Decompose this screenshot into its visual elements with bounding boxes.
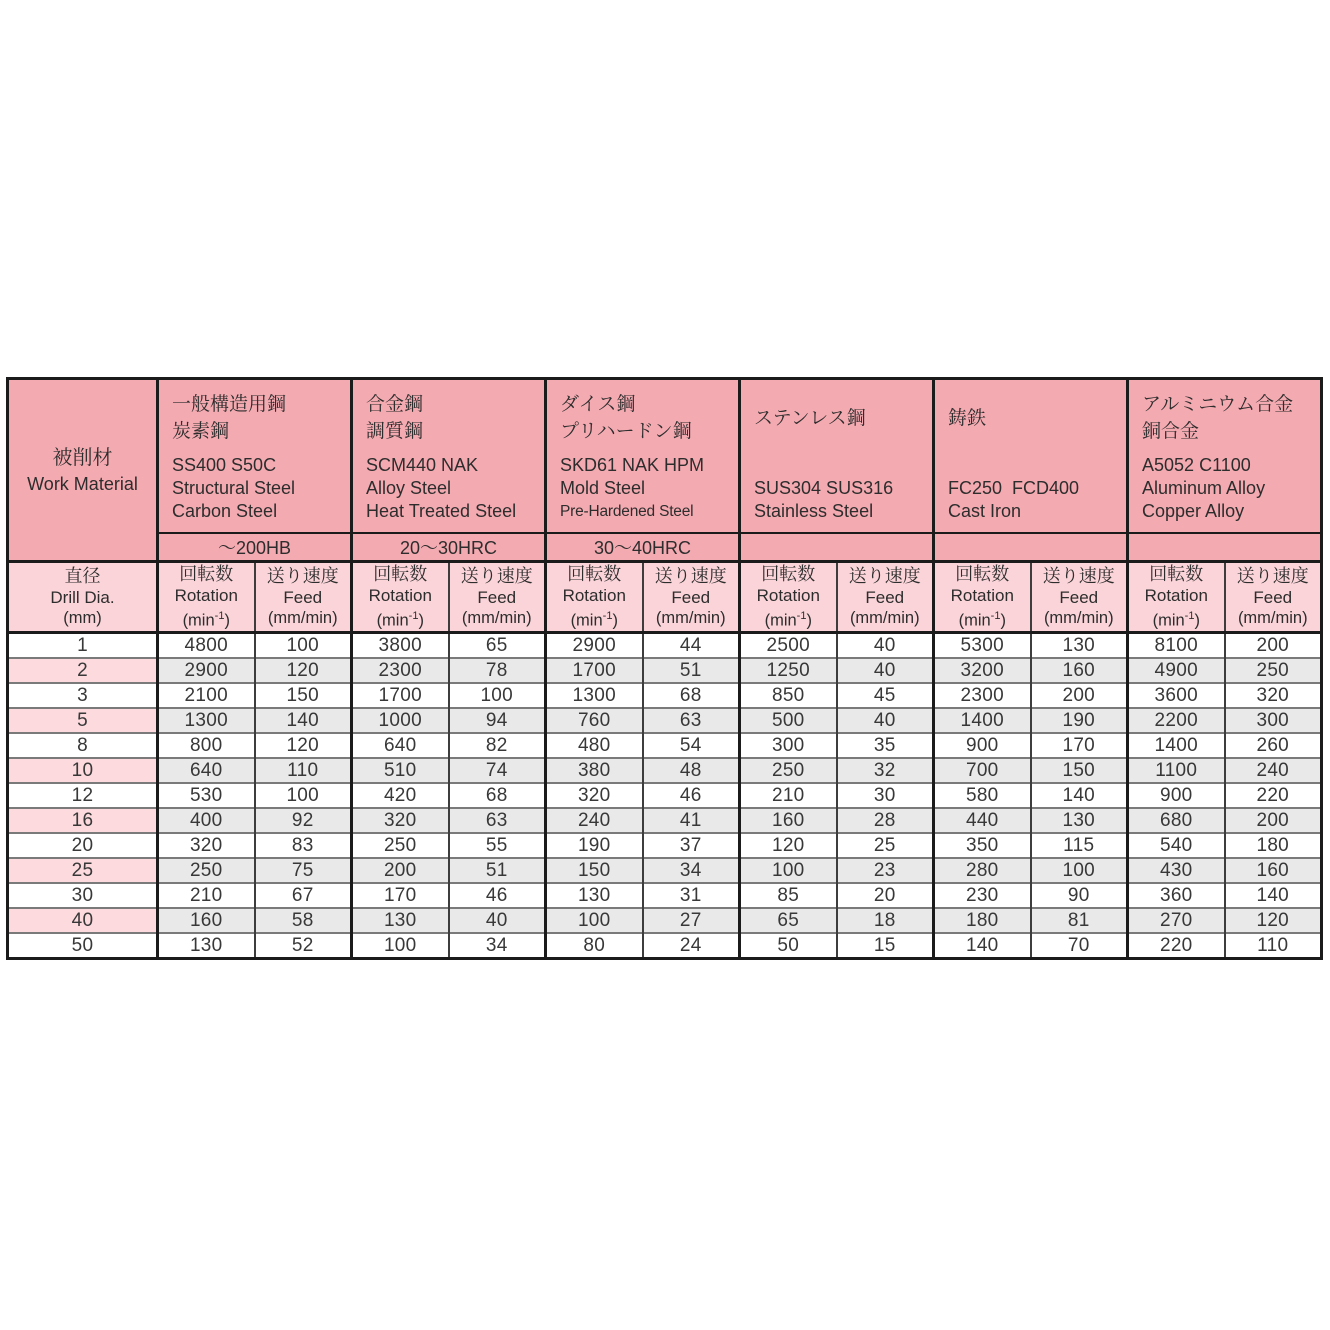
hardness-cell: 30～40HRC <box>546 533 740 562</box>
rotation-value-cell: 580 <box>934 783 1031 808</box>
rotation-value-cell: 320 <box>158 833 255 858</box>
rotation-value-cell: 100 <box>740 858 837 883</box>
table-header <box>8 379 1322 633</box>
hardness-row <box>8 533 1322 562</box>
rotation-unit-sup: -1 <box>408 610 419 622</box>
table-body <box>8 632 1322 958</box>
rotation-header-cell <box>352 562 449 633</box>
feed-value-cell: 100 <box>255 783 352 808</box>
hardness-cell: 20～30HRC <box>352 533 546 562</box>
feed-value-cell: 46 <box>449 883 546 908</box>
rotation-value-cell: 2900 <box>158 658 255 683</box>
rotation-header-cell <box>934 562 1031 633</box>
rotation-value-cell: 120 <box>740 833 837 858</box>
feed-value-cell: 40 <box>837 632 934 658</box>
rotation-label-en: Rotation <box>1144 586 1208 605</box>
rotation-unit-post: ) <box>224 611 230 630</box>
material-name-en: SS400 S50C <box>172 455 277 475</box>
feed-value-cell: 58 <box>255 908 352 933</box>
feed-value-cell: 51 <box>643 658 740 683</box>
feed-value-cell: 45 <box>837 683 934 708</box>
material-header-cell <box>934 379 1128 534</box>
drill-dia-cell: 50 <box>8 933 158 959</box>
data-row <box>8 808 1322 833</box>
feed-value-cell: 40 <box>837 708 934 733</box>
material-name-jp: 鋳鉄 <box>948 407 987 429</box>
rotation-unit-sup: -1 <box>1184 610 1195 622</box>
rotation-value-cell: 1400 <box>1128 733 1225 758</box>
rotation-value-cell: 1300 <box>158 708 255 733</box>
feed-value-cell: 54 <box>643 733 740 758</box>
work-material-label-en: Work Material <box>27 474 138 494</box>
data-row <box>8 883 1322 908</box>
hardness-cell <box>934 533 1128 562</box>
rotation-value-cell: 140 <box>934 933 1031 959</box>
feed-label-en: Feed <box>283 588 323 608</box>
material-header-row <box>8 379 1322 534</box>
feed-value-cell: 180 <box>1225 833 1322 858</box>
feed-value-cell: 23 <box>837 858 934 883</box>
feed-value-cell: 46 <box>643 783 740 808</box>
rotation-label-en: Rotation <box>756 586 820 605</box>
rotation-value-cell: 3600 <box>1128 683 1225 708</box>
rotation-header-cell <box>740 562 837 633</box>
feed-unit: (mm/min) <box>849 609 920 628</box>
material-name-en: Carbon Steel <box>172 501 278 521</box>
feed-value-cell: 67 <box>255 883 352 908</box>
rotation-value-cell: 360 <box>1128 883 1225 908</box>
feed-label-jp: 送り速度 <box>654 566 727 587</box>
material-name-jp: 炭素鋼 <box>172 421 230 442</box>
rotation-value-cell: 250 <box>740 758 837 783</box>
feed-unit: (mm/min) <box>267 609 338 628</box>
rotation-value-cell: 270 <box>1128 908 1225 933</box>
feed-value-cell: 40 <box>449 908 546 933</box>
rotation-label-en: Rotation <box>950 586 1014 605</box>
data-row <box>8 658 1322 683</box>
material-name-en: SCM440 NAK <box>366 455 479 475</box>
feed-value-cell: 240 <box>1225 758 1322 783</box>
data-row <box>8 858 1322 883</box>
rotation-header-cell <box>158 562 255 633</box>
drill-dia-header-cell <box>8 562 158 633</box>
rotation-value-cell: 350 <box>934 833 1031 858</box>
drill-dia-cell: 10 <box>8 758 158 783</box>
drill-dia-cell: 40 <box>8 908 158 933</box>
material-header-cell <box>740 379 934 534</box>
rotation-value-cell: 540 <box>1128 833 1225 858</box>
rotation-value-cell: 3800 <box>352 632 449 658</box>
feed-value-cell: 140 <box>255 708 352 733</box>
rotation-label-en: Rotation <box>174 586 238 605</box>
rotation-value-cell: 100 <box>352 933 449 959</box>
material-name-en: Mold Steel <box>560 478 646 498</box>
rotation-unit-sup: -1 <box>602 610 613 622</box>
feed-value-cell: 15 <box>837 933 934 959</box>
feed-value-cell: 130 <box>1031 808 1128 833</box>
feed-value-cell: 160 <box>1031 658 1128 683</box>
feed-value-cell: 81 <box>1031 908 1128 933</box>
feed-value-cell: 20 <box>837 883 934 908</box>
drill-dia-cell: 30 <box>8 883 158 908</box>
rotation-value-cell: 130 <box>158 933 255 959</box>
feed-value-cell: 41 <box>643 808 740 833</box>
rotation-value-cell: 700 <box>934 758 1031 783</box>
material-name-en: Pre-Hardened Steel <box>560 503 694 520</box>
data-row <box>8 833 1322 858</box>
feed-value-cell: 150 <box>1031 758 1128 783</box>
feed-value-cell: 190 <box>1031 708 1128 733</box>
rotation-value-cell: 640 <box>352 733 449 758</box>
rotation-value-cell: 1300 <box>546 683 643 708</box>
hardness-cell: ～200HB <box>158 533 352 562</box>
material-name-jp: プリハードン鋼 <box>560 421 692 442</box>
rotation-value-cell: 160 <box>740 808 837 833</box>
material-name-jp: 調質鋼 <box>366 421 424 442</box>
rotation-value-cell: 280 <box>934 858 1031 883</box>
rotation-value-cell: 130 <box>352 908 449 933</box>
feed-value-cell: 120 <box>255 658 352 683</box>
rotation-value-cell: 8100 <box>1128 632 1225 658</box>
feed-value-cell: 25 <box>837 833 934 858</box>
feed-value-cell: 82 <box>449 733 546 758</box>
material-name-en: Copper Alloy <box>1142 501 1245 521</box>
rotation-value-cell: 800 <box>158 733 255 758</box>
material-name-jp: 合金鋼 <box>366 394 424 415</box>
data-row <box>8 733 1322 758</box>
rotation-value-cell: 430 <box>1128 858 1225 883</box>
feed-label-en: Feed <box>865 588 905 608</box>
feed-value-cell: 110 <box>255 758 352 783</box>
feed-value-cell: 100 <box>255 632 352 658</box>
feed-label-en: Feed <box>1059 588 1099 608</box>
feed-header-cell <box>449 562 546 633</box>
rotation-value-cell: 4800 <box>158 632 255 658</box>
rotation-label-jp: 回転数 <box>1149 564 1204 584</box>
feed-value-cell: 35 <box>837 733 934 758</box>
material-header-cell <box>158 379 352 534</box>
feed-label-jp: 送り速度 <box>1236 566 1309 587</box>
rotation-value-cell: 210 <box>158 883 255 908</box>
rotation-value-cell: 2900 <box>546 632 643 658</box>
rotation-value-cell: 250 <box>158 858 255 883</box>
rotation-unit-pre: (min <box>570 611 603 630</box>
material-name-en: SUS304 SUS316 <box>754 478 894 498</box>
feed-value-cell: 140 <box>1225 883 1322 908</box>
rotation-value-cell: 1100 <box>1128 758 1225 783</box>
drill-dia-label-jp: 直径 <box>64 566 101 587</box>
feed-value-cell: 120 <box>1225 908 1322 933</box>
feed-value-cell: 24 <box>643 933 740 959</box>
feed-value-cell: 140 <box>1031 783 1128 808</box>
work-material-corner-cell <box>8 379 158 562</box>
material-name-en: Stainless Steel <box>754 501 874 521</box>
material-name-en: SKD61 NAK HPM <box>560 455 705 475</box>
rotation-label-jp: 回転数 <box>373 564 428 584</box>
feed-value-cell: 34 <box>643 858 740 883</box>
rotation-value-cell: 530 <box>158 783 255 808</box>
rotation-unit-post: ) <box>612 611 618 630</box>
feed-value-cell: 34 <box>449 933 546 959</box>
material-name-en: Aluminum Alloy <box>1142 478 1266 498</box>
rotation-value-cell: 300 <box>740 733 837 758</box>
rotation-value-cell: 2500 <box>740 632 837 658</box>
rotation-value-cell: 1250 <box>740 658 837 683</box>
feed-value-cell: 250 <box>1225 658 1322 683</box>
rotation-unit <box>353 606 448 631</box>
rotation-value-cell: 2300 <box>352 658 449 683</box>
drill-dia-cell: 5 <box>8 708 158 733</box>
feed-value-cell: 115 <box>1031 833 1128 858</box>
rotation-value-cell: 510 <box>352 758 449 783</box>
hardness-cell <box>740 533 934 562</box>
feed-value-cell: 18 <box>837 908 934 933</box>
rotation-label-en: Rotation <box>562 586 626 605</box>
material-name-jp: 一般構造用鋼 <box>172 394 287 415</box>
cutting-conditions-table <box>6 377 1323 960</box>
rotation-value-cell: 900 <box>934 733 1031 758</box>
feed-value-cell: 100 <box>1031 858 1128 883</box>
feed-value-cell: 51 <box>449 858 546 883</box>
drill-dia-cell: 1 <box>8 632 158 658</box>
rotation-value-cell: 320 <box>352 808 449 833</box>
feed-value-cell: 220 <box>1225 783 1322 808</box>
feed-value-cell: 32 <box>837 758 934 783</box>
feed-value-cell: 74 <box>449 758 546 783</box>
feed-value-cell: 27 <box>643 908 740 933</box>
rotation-value-cell: 500 <box>740 708 837 733</box>
rotation-value-cell: 65 <box>740 908 837 933</box>
rotation-unit-post: ) <box>418 611 424 630</box>
rotation-value-cell: 2300 <box>934 683 1031 708</box>
rotation-value-cell: 320 <box>546 783 643 808</box>
column-header-row <box>8 562 1322 633</box>
feed-label-en: Feed <box>671 588 711 608</box>
feed-value-cell: 70 <box>1031 933 1128 959</box>
feed-unit: (mm/min) <box>1043 609 1114 628</box>
rotation-unit-post: ) <box>1194 611 1200 630</box>
rotation-value-cell: 160 <box>158 908 255 933</box>
rotation-unit-post: ) <box>1000 611 1006 630</box>
feed-value-cell: 83 <box>255 833 352 858</box>
feed-label-en: Feed <box>477 588 517 608</box>
feed-value-cell: 160 <box>1225 858 1322 883</box>
rotation-unit <box>159 606 254 631</box>
feed-unit: (mm/min) <box>461 609 532 628</box>
rotation-unit-pre: (min <box>958 611 991 630</box>
feed-unit: (mm/min) <box>655 609 726 628</box>
feed-value-cell: 63 <box>643 708 740 733</box>
material-name-en: Cast Iron <box>948 501 1022 521</box>
hardness-cell <box>1128 533 1322 562</box>
rotation-unit <box>1129 606 1224 631</box>
rotation-value-cell: 190 <box>546 833 643 858</box>
rotation-unit-sup: -1 <box>796 610 807 622</box>
rotation-unit <box>741 606 836 631</box>
rotation-label-jp: 回転数 <box>567 564 622 584</box>
material-name-en: Alloy Steel <box>366 478 452 498</box>
rotation-unit-pre: (min <box>182 611 215 630</box>
feed-header-cell <box>1031 562 1128 633</box>
material-name-jp: アルミニウム合金 <box>1142 394 1294 415</box>
feed-value-cell: 68 <box>449 783 546 808</box>
drill-dia-cell: 3 <box>8 683 158 708</box>
drill-dia-cell: 2 <box>8 658 158 683</box>
data-row <box>8 758 1322 783</box>
rotation-value-cell: 420 <box>352 783 449 808</box>
rotation-value-cell: 400 <box>158 808 255 833</box>
feed-value-cell: 300 <box>1225 708 1322 733</box>
rotation-unit-sup: -1 <box>214 610 225 622</box>
drill-dia-cell: 8 <box>8 733 158 758</box>
rotation-value-cell: 5300 <box>934 632 1031 658</box>
data-row <box>8 708 1322 733</box>
feed-value-cell: 320 <box>1225 683 1322 708</box>
feed-label-jp: 送り速度 <box>848 566 921 587</box>
drill-dia-cell: 20 <box>8 833 158 858</box>
feed-value-cell: 130 <box>1031 632 1128 658</box>
material-name-en: FC250 FCD400 <box>948 478 1080 498</box>
material-name-en: A5052 C1100 <box>1142 455 1251 475</box>
rotation-unit-pre: (min <box>376 611 409 630</box>
material-name-jp: 銅合金 <box>1142 421 1200 442</box>
feed-label-jp: 送り速度 <box>460 566 533 587</box>
feed-label-jp: 送り速度 <box>1042 566 1115 587</box>
feed-value-cell: 94 <box>449 708 546 733</box>
rotation-value-cell: 150 <box>546 858 643 883</box>
rotation-value-cell: 85 <box>740 883 837 908</box>
material-name-en: Heat Treated Steel <box>366 501 517 521</box>
drill-dia-cell: 16 <box>8 808 158 833</box>
rotation-value-cell: 1000 <box>352 708 449 733</box>
rotation-value-cell: 640 <box>158 758 255 783</box>
rotation-unit <box>547 606 642 631</box>
feed-value-cell: 200 <box>1031 683 1128 708</box>
rotation-value-cell: 180 <box>934 908 1031 933</box>
data-row <box>8 632 1322 658</box>
rotation-value-cell: 100 <box>546 908 643 933</box>
rotation-label-jp: 回転数 <box>761 564 816 584</box>
rotation-value-cell: 50 <box>740 933 837 959</box>
rotation-value-cell: 900 <box>1128 783 1225 808</box>
feed-value-cell: 63 <box>449 808 546 833</box>
feed-value-cell: 200 <box>1225 632 1322 658</box>
rotation-value-cell: 2100 <box>158 683 255 708</box>
feed-unit: (mm/min) <box>1237 609 1308 628</box>
feed-value-cell: 260 <box>1225 733 1322 758</box>
rotation-value-cell: 760 <box>546 708 643 733</box>
rotation-value-cell: 3200 <box>934 658 1031 683</box>
data-row <box>8 908 1322 933</box>
feed-value-cell: 92 <box>255 808 352 833</box>
material-name-jp: ダイス鋼 <box>560 394 636 415</box>
rotation-value-cell: 440 <box>934 808 1031 833</box>
feed-value-cell: 52 <box>255 933 352 959</box>
rotation-value-cell: 200 <box>352 858 449 883</box>
material-name-jp: ステンレス鋼 <box>754 407 866 429</box>
data-row <box>8 683 1322 708</box>
rotation-value-cell: 680 <box>1128 808 1225 833</box>
rotation-value-cell: 2200 <box>1128 708 1225 733</box>
feed-value-cell: 40 <box>837 658 934 683</box>
feed-value-cell: 55 <box>449 833 546 858</box>
work-material-label-jp: 被削材 <box>52 447 113 469</box>
feed-header-cell <box>837 562 934 633</box>
drill-dia-cell: 25 <box>8 858 158 883</box>
feed-value-cell: 150 <box>255 683 352 708</box>
feed-value-cell: 90 <box>1031 883 1128 908</box>
feed-value-cell: 44 <box>643 632 740 658</box>
rotation-value-cell: 1700 <box>546 658 643 683</box>
rotation-label-jp: 回転数 <box>955 564 1010 584</box>
feed-value-cell: 170 <box>1031 733 1128 758</box>
rotation-value-cell: 170 <box>352 883 449 908</box>
drill-dia-unit: (mm) <box>63 609 102 628</box>
feed-header-cell <box>643 562 740 633</box>
rotation-value-cell: 4900 <box>1128 658 1225 683</box>
feed-value-cell: 68 <box>643 683 740 708</box>
rotation-unit-sup: -1 <box>990 610 1001 622</box>
rotation-header-cell <box>546 562 643 633</box>
feed-value-cell: 37 <box>643 833 740 858</box>
rotation-value-cell: 220 <box>1128 933 1225 959</box>
feed-value-cell: 28 <box>837 808 934 833</box>
material-name-en: Structural Steel <box>172 478 296 498</box>
rotation-value-cell: 380 <box>546 758 643 783</box>
feed-value-cell: 65 <box>449 632 546 658</box>
feed-value-cell: 200 <box>1225 808 1322 833</box>
rotation-value-cell: 130 <box>546 883 643 908</box>
feed-value-cell: 100 <box>449 683 546 708</box>
rotation-unit-pre: (min <box>1152 611 1185 630</box>
feed-value-cell: 31 <box>643 883 740 908</box>
rotation-unit-pre: (min <box>764 611 797 630</box>
feed-label-jp: 送り速度 <box>266 566 339 587</box>
rotation-value-cell: 1400 <box>934 708 1031 733</box>
feed-header-cell <box>1225 562 1322 633</box>
feed-value-cell: 120 <box>255 733 352 758</box>
rotation-value-cell: 240 <box>546 808 643 833</box>
feed-value-cell: 75 <box>255 858 352 883</box>
data-row <box>8 783 1322 808</box>
rotation-unit <box>935 606 1030 631</box>
rotation-label-jp: 回転数 <box>179 564 234 584</box>
feed-label-en: Feed <box>1253 588 1293 608</box>
feed-header-cell <box>255 562 352 633</box>
rotation-value-cell: 210 <box>740 783 837 808</box>
feed-value-cell: 30 <box>837 783 934 808</box>
rotation-unit-post: ) <box>806 611 812 630</box>
drill-dia-cell: 12 <box>8 783 158 808</box>
material-header-cell <box>1128 379 1322 534</box>
feed-value-cell: 110 <box>1225 933 1322 959</box>
material-header-cell <box>546 379 740 534</box>
rotation-value-cell: 250 <box>352 833 449 858</box>
rotation-value-cell: 80 <box>546 933 643 959</box>
material-header-cell <box>352 379 546 534</box>
rotation-value-cell: 230 <box>934 883 1031 908</box>
rotation-value-cell: 850 <box>740 683 837 708</box>
data-row <box>8 933 1322 959</box>
rotation-value-cell: 1700 <box>352 683 449 708</box>
feed-value-cell: 48 <box>643 758 740 783</box>
rotation-header-cell <box>1128 562 1225 633</box>
rotation-label-en: Rotation <box>368 586 432 605</box>
drill-dia-label-en: Drill Dia. <box>50 588 115 608</box>
rotation-value-cell: 480 <box>546 733 643 758</box>
feed-value-cell: 78 <box>449 658 546 683</box>
